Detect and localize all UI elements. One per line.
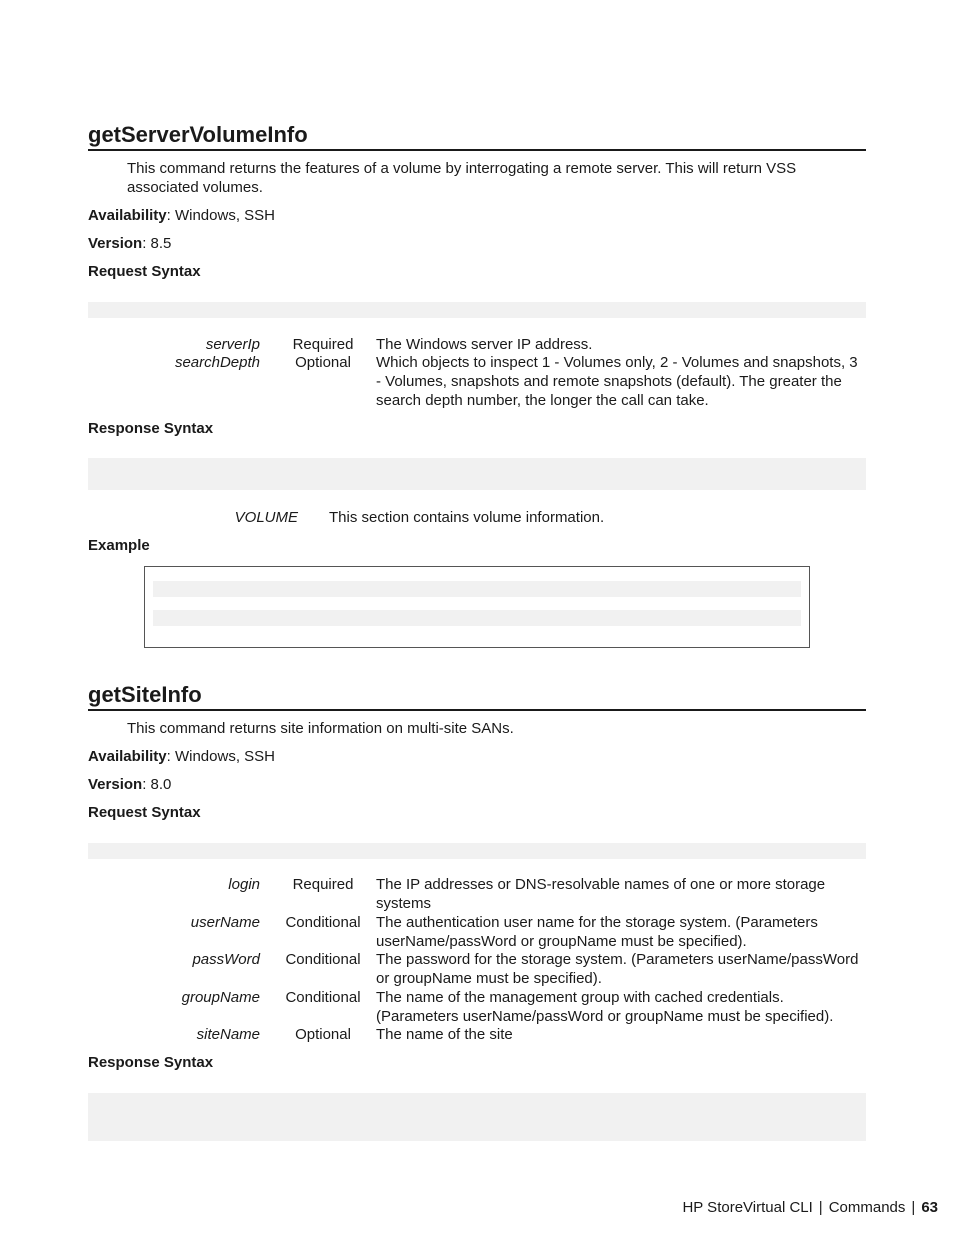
request-syntax-code-block (88, 843, 866, 859)
availability-label: Availability (88, 748, 167, 765)
param-description: The IP addresses or DNS-resolvable names of one or more storage systems (376, 876, 826, 912)
param-description: The password for the storage system. (Parameters userName/passWord or groupName must be specified). (376, 951, 859, 987)
section-description: This command returns site information on multi-site SANs. (127, 720, 514, 737)
availability-field (88, 206, 275, 225)
section-title-getsiteinfo: getSiteInfo (88, 682, 866, 711)
param-description: The Windows server IP address. (376, 336, 593, 353)
availability-value: : Windows, SSH (166, 748, 276, 765)
footer-separator: | (818, 1199, 823, 1216)
param-description: Which objects to inspect 1 - Volumes only, 2 - Volumes and snapshots, 3 - Volumes, snapshots and remote snapshots (default). The greater the search depth number, the longer the call can take. (376, 354, 858, 409)
request-syntax-label: Request Syntax (88, 263, 201, 280)
param-name: siteName (196, 1026, 260, 1043)
version-field (88, 775, 171, 794)
version-field (88, 234, 171, 253)
version-value: : 8.5 (142, 235, 172, 252)
param-requirement: Conditional (285, 914, 361, 931)
response-syntax-label: Response Syntax (88, 1054, 214, 1071)
version-label: Version (88, 776, 143, 793)
param-name: searchDepth (174, 354, 260, 371)
availability-field (88, 747, 275, 766)
param-name: serverIp (205, 336, 260, 353)
section-title-getservervolumeinfo: getServerVolumeInfo (88, 122, 866, 151)
footer-separator: | (911, 1199, 916, 1216)
example-code-box (144, 566, 810, 648)
availability-value: : Windows, SSH (166, 207, 276, 224)
example-label: Example (88, 537, 150, 554)
response-item-name: VOLUME (234, 509, 298, 526)
param-requirement: Required (292, 336, 354, 353)
version-label: Version (88, 235, 143, 252)
param-requirement: Optional (295, 1026, 351, 1043)
response-syntax-label: Response Syntax (88, 420, 214, 437)
page-footer (682, 1198, 938, 1218)
param-name: passWord (192, 951, 260, 968)
param-description: The name of the management group with cached credentials. (Parameters userName/passWord or groupName must be specified). (376, 989, 834, 1025)
request-syntax-code-block (88, 302, 866, 318)
response-syntax-code-block (88, 458, 866, 490)
section-description: This command returns the features of a volume by interrogating a remote server. This will return VSS associated volumes. (127, 160, 797, 196)
param-requirement: Conditional (285, 989, 361, 1006)
availability-label: Availability (88, 207, 167, 224)
footer-page-number: 63 (921, 1199, 938, 1216)
param-requirement: Conditional (285, 951, 361, 968)
request-syntax-label: Request Syntax (88, 804, 201, 821)
footer-product: HP StoreVirtual CLI (682, 1199, 813, 1216)
param-name: groupName (181, 989, 260, 1006)
footer-chapter: Commands (828, 1199, 906, 1216)
param-requirement: Optional (295, 354, 351, 371)
param-name: login (228, 876, 260, 893)
version-value: : 8.0 (142, 776, 172, 793)
response-item-description: This section contains volume information. (329, 509, 605, 526)
response-syntax-code-block (88, 1093, 866, 1141)
param-description: The name of the site (376, 1026, 513, 1043)
param-name: userName (190, 914, 260, 931)
example-code-line (153, 581, 801, 597)
example-code-line (153, 610, 801, 626)
param-requirement: Required (292, 876, 354, 893)
param-description: The authentication user name for the storage system. (Parameters userName/passWord or groupName must be specified). (376, 914, 818, 950)
